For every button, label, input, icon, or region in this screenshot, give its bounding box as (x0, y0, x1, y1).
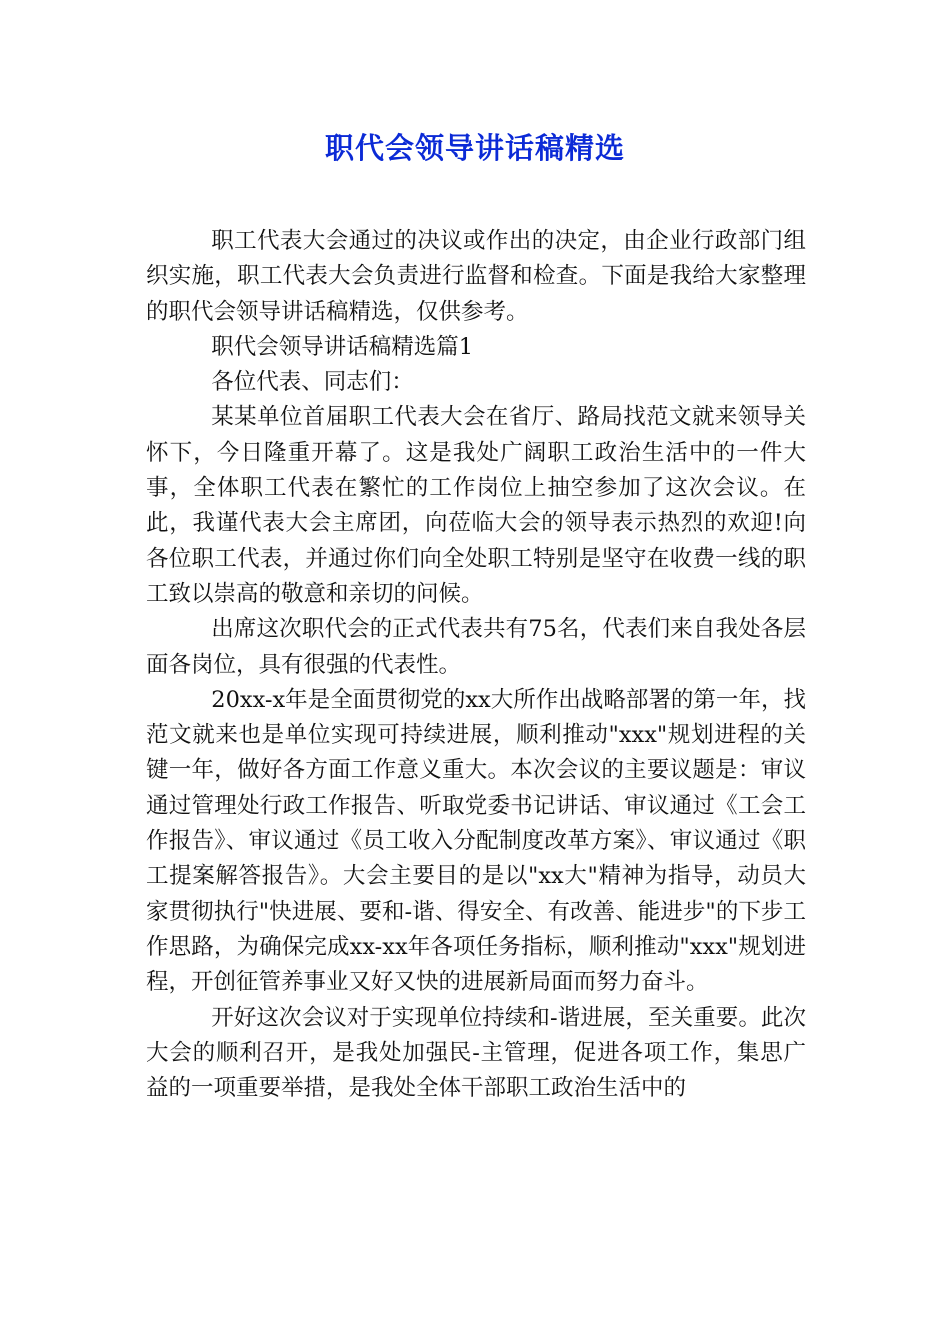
paragraph-significance: 开好这次会议对于实现单位持续和-谐进展，至关重要。此次大会的顺利召开，是我处加强民-主管理，促进各项工作，集思广益的一项重要举措，是我处全体干部职工政治生活中的 (146, 1004, 806, 1102)
paragraph-opening: 某某单位首届职工代表大会在省厅、路局找范文就来领导关怀下，今日隆重开幕了。这是我处广阔职工政治生活中的一件大事，全体职工代表在繁忙的工作岗位上抽空参加了这次会议。在此，我谨代表大会主席团，向莅临大会的领导表示热烈的欢迎!向各位职工代表，并通过你们向全处职工特别是坚守在收费一线的职工致以崇高的敬意和亲切的问候。 (146, 404, 806, 607)
paragraph-agenda: 20xx-x年是全面贯彻党的xx大所作出战略部署的第一年，找范文就来也是单位实现可持续进展，顺利推动"xxx"规划进程的关键一年，做好各方面工作意义重大。本次会议的主要议题是：审议通过管理处行政工作报告、听取党委书记讲话、审议通过《工会工作报告》、审议通过《员工收入分配制度改革方案》、审议通过《职工提案解答报告》。大会主要目的是以"xx大"精神为指导，动员大家贯彻执行"快进展、要和-谐、得安全、有改善、能进步"的下步工作思路，为确保完成xx-xx年各项任务指标，顺利推动"xxx"规划进程，开创征管养事业又好又快的进展新局面而努力奋斗。 (146, 686, 806, 996)
paragraph-attendance: 出席这次职代会的正式代表共有75名，代表们来自我处各层面各岗位，具有很强的代表性。 (146, 616, 806, 678)
document-body (146, 224, 806, 1106)
paragraph-intro: 职工代表大会通过的决议或作出的决定，由企业行政部门组织实施，职工代表大会负责进行监督和检查。下面是我给大家整理的职代会领导讲话稿精选，仅供参考。 (146, 228, 806, 325)
document-title: 职代会领导讲话稿精选 (324, 131, 625, 165)
paragraph-salutation: 各位代表、同志们： (211, 369, 414, 396)
section-heading: 职代会领导讲话稿精选篇1 (211, 333, 474, 360)
